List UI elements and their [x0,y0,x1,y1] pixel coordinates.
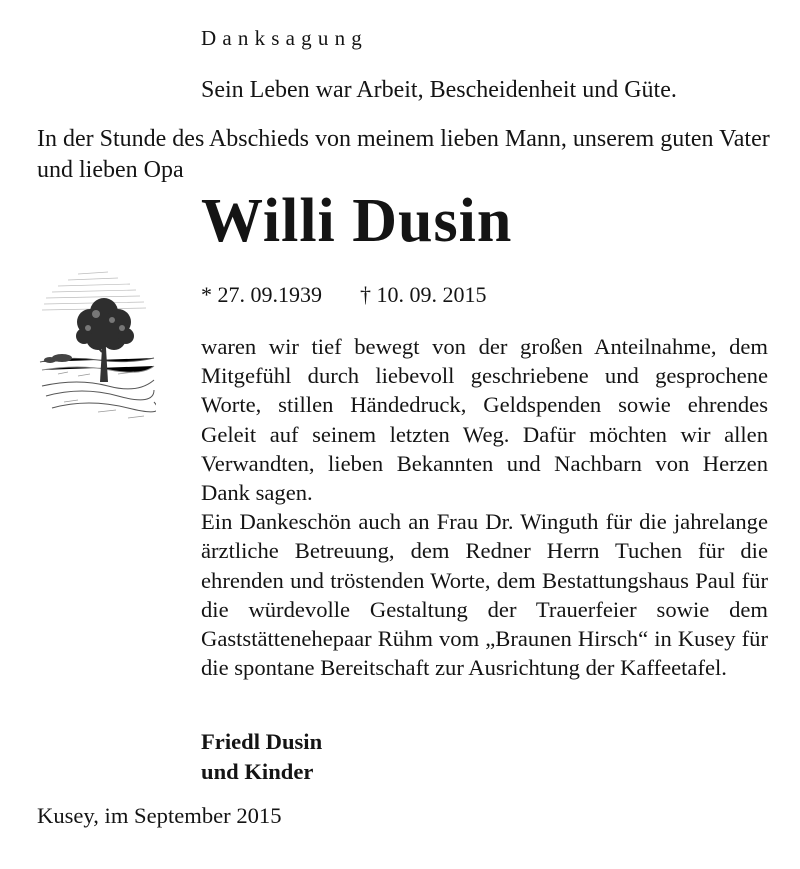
paragraph-acknowledgements: Ein Dankeschön auch an Frau Dr. Winguth für die jahrelange ärztliche Betreuung, dem Redner Herrn Tuchen für die ehrenden und tröstenden Worte, dem Bestattungshaus Paul für die würdevolle Gestaltung der Trauerfeier sowie dem Gaststättenehepaar Rühm vom „Braunen Hirsch“ in Kusey für die spontane Bereitschaft zur Ausrichtung der Kaffeetafel. [201,509,768,681]
paragraph-thanks: waren wir tief bewegt von der großen Anteilnahme, dem Mitgefühl durch liebevoll geschriebene und gesprochene Worte, stillen Händedruck, Geldspenden sowie ehrendes Geleit auf seinem letzten Weg. Dafür möchten wir allen Verwandten, lieben Bekannten und Nachbarn von Herzen Dank sagen. [201,334,768,506]
signature [201,727,322,787]
body-text [201,332,768,682]
deceased-name: Willi Dusin [201,187,513,255]
heading-danksagung: Danksagung [201,26,368,50]
signature-line-1: Friedl Dusin [201,729,323,754]
life-dates [201,282,487,308]
intro-text: In der Stunde des Abschieds von meinem lieben Mann, unserem guten Vater und lieben Opa [37,126,770,183]
signature-line-2: und Kinder [201,759,314,784]
birth-date: * 27. 09.1939 [201,282,322,307]
place-date: Kusey, im September 2015 [37,803,282,828]
death-date: † 10. 09. 2015 [360,282,487,307]
tree-landscape-icon [38,262,156,430]
motto: Sein Leben war Arbeit, Bescheidenheit und Güte. [201,77,677,103]
